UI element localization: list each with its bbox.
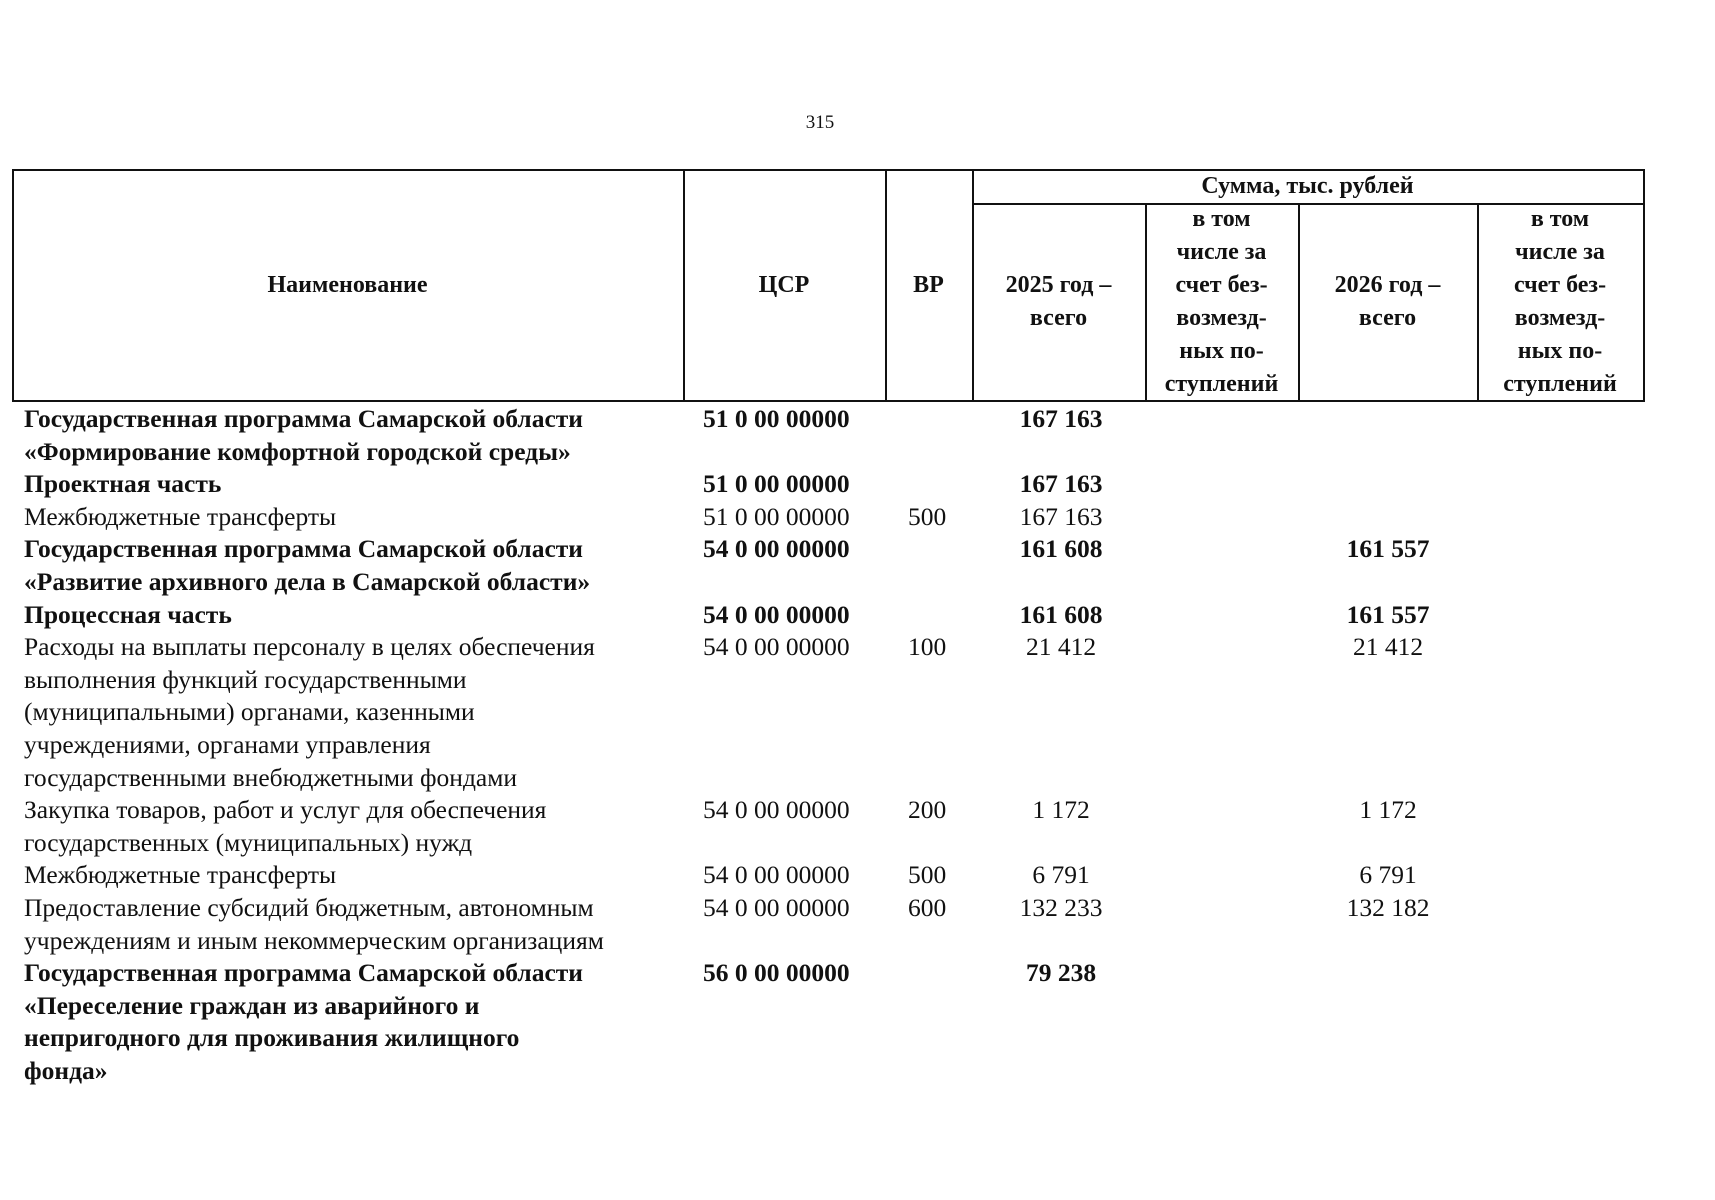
header-2026-grants-line: в том [1530, 206, 1590, 232]
header-2025-total-line: всего [1029, 305, 1088, 331]
header-2025-grants-line: счет без- [1175, 272, 1268, 298]
row-name-line: учреждениями, органами управления [24, 729, 431, 759]
row-2026-total: 161 557 [1346, 534, 1430, 564]
row-name-line: Расходы на выплаты персоналу в целях обеспечения [24, 632, 595, 662]
row-name [24, 859, 684, 892]
row-2026-total: 161 557 [1346, 599, 1430, 629]
row-name-line: Межбюджетные трансферты [24, 501, 337, 531]
row-vr: 200 [908, 795, 947, 825]
row-csr: 54 0 00 00000 [703, 795, 850, 825]
row-csr: 54 0 00 00000 [703, 893, 850, 922]
row-2025-total: 161 608 [1019, 599, 1103, 629]
row-2026-total: 1 172 [1359, 795, 1417, 825]
row-name [24, 892, 684, 957]
header-name [12, 169, 683, 401]
row-2025-total: 167 163 [1019, 404, 1103, 433]
header-2026-total-line: 2026 год – [1334, 272, 1441, 298]
header-vr-label: ВР [913, 271, 944, 298]
row-csr: 56 0 00 00000 [703, 958, 850, 988]
row-name-line: «Развитие архивного дела в Самарской области» [24, 566, 591, 596]
row-name-line: Межбюджетные трансферты [24, 860, 337, 890]
header-2025-grants [1145, 203, 1298, 401]
row-2026-total: 6 791 [1359, 860, 1417, 890]
row-name-line: Закупка товаров, работ и услуг для обеспечения [24, 795, 547, 825]
row-name [24, 631, 684, 794]
row-name-line: «Переселение граждан из аварийного и [24, 990, 480, 1020]
row-name-line: Процессная часть [24, 599, 232, 629]
row-csr: 54 0 00 00000 [703, 534, 850, 564]
row-csr: 54 0 00 00000 [703, 599, 850, 629]
header-2025-total-line: 2025 год – [1005, 272, 1112, 298]
row-2025-total: 79 238 [1025, 958, 1097, 988]
row-vr: 600 [908, 893, 947, 922]
row-2025-total: 132 233 [1019, 893, 1103, 922]
row-name [24, 468, 684, 501]
row-name-line: фонда» [24, 1055, 108, 1085]
page-number: 315 [805, 112, 835, 133]
header-2026-grants-line: возмезд- [1514, 305, 1606, 331]
header-sum-group-label: Сумма, тыс. рублей [1201, 172, 1414, 199]
row-name-line: непригодного для проживания жилищного [24, 1023, 520, 1053]
row-csr: 51 0 00 00000 [703, 404, 850, 433]
row-name [24, 403, 684, 468]
row-2025-total: 1 172 [1032, 795, 1090, 825]
header-2026-grants [1477, 203, 1643, 401]
header-2026-total-line: всего [1358, 305, 1417, 331]
row-2025-total: 21 412 [1025, 632, 1097, 662]
row-name-line: выполнения функций государственными [24, 664, 467, 694]
header-2025-grants-line: ных по- [1179, 338, 1264, 364]
header-2025-total [972, 203, 1145, 401]
header-2025-grants-line: в том [1192, 206, 1251, 232]
row-vr: 100 [908, 632, 947, 662]
row-name [24, 794, 684, 859]
row-2025-total: 167 163 [1019, 501, 1103, 531]
row-csr: 51 0 00 00000 [703, 469, 850, 499]
row-2025-total: 6 791 [1032, 860, 1090, 890]
row-name-line: учреждениям и иным некоммерческим организациям [24, 925, 604, 955]
row-name [24, 599, 684, 632]
row-vr: 500 [908, 501, 947, 531]
row-name-line: Проектная часть [24, 469, 222, 499]
row-name [24, 533, 684, 598]
header-right-border [1643, 169, 1645, 402]
header-sum-group [972, 169, 1643, 203]
header-2026-grants-line: ных по- [1517, 338, 1603, 364]
row-name-line: Предоставление субсидий бюджетным, автономным [24, 893, 594, 922]
row-name [24, 957, 684, 1087]
row-name-line: «Формирование комфортной городской среды» [24, 436, 571, 466]
row-name-line: государственных (муниципальных) нужд [24, 827, 473, 857]
row-name-line: (муниципальными) органами, казенными [24, 697, 475, 727]
row-csr: 51 0 00 00000 [703, 501, 850, 531]
header-2026-grants-line: счет без- [1513, 272, 1607, 298]
row-csr: 54 0 00 00000 [703, 632, 850, 662]
row-name-line: Государственная программа Самарской области [24, 404, 583, 433]
row-csr: 54 0 00 00000 [703, 860, 850, 890]
header-2025-grants-line: числе за [1176, 239, 1267, 265]
row-name-line: государственными внебюджетными фондами [24, 762, 518, 792]
header-2026-grants-line: ступлений [1503, 371, 1617, 397]
header-name-label: Наименование [267, 271, 428, 298]
header-2026-grants-line: числе за [1515, 239, 1605, 265]
row-2026-total: 21 412 [1352, 632, 1424, 662]
header-csr [683, 169, 885, 401]
header-2025-grants-line: ступлений [1164, 371, 1279, 397]
row-2025-total: 167 163 [1019, 469, 1103, 499]
row-name [24, 501, 684, 534]
header-vr [885, 169, 972, 401]
row-name-line: Государственная программа Самарской области [24, 958, 583, 988]
row-name-line: Государственная программа Самарской области [24, 534, 583, 564]
row-2025-total: 161 608 [1019, 534, 1103, 564]
header-2026-total [1298, 203, 1477, 401]
header-2025-grants-line: возмезд- [1176, 305, 1267, 331]
row-vr: 500 [908, 860, 947, 890]
header-csr-label: ЦСР [758, 271, 810, 298]
row-2026-total: 132 182 [1346, 893, 1430, 922]
